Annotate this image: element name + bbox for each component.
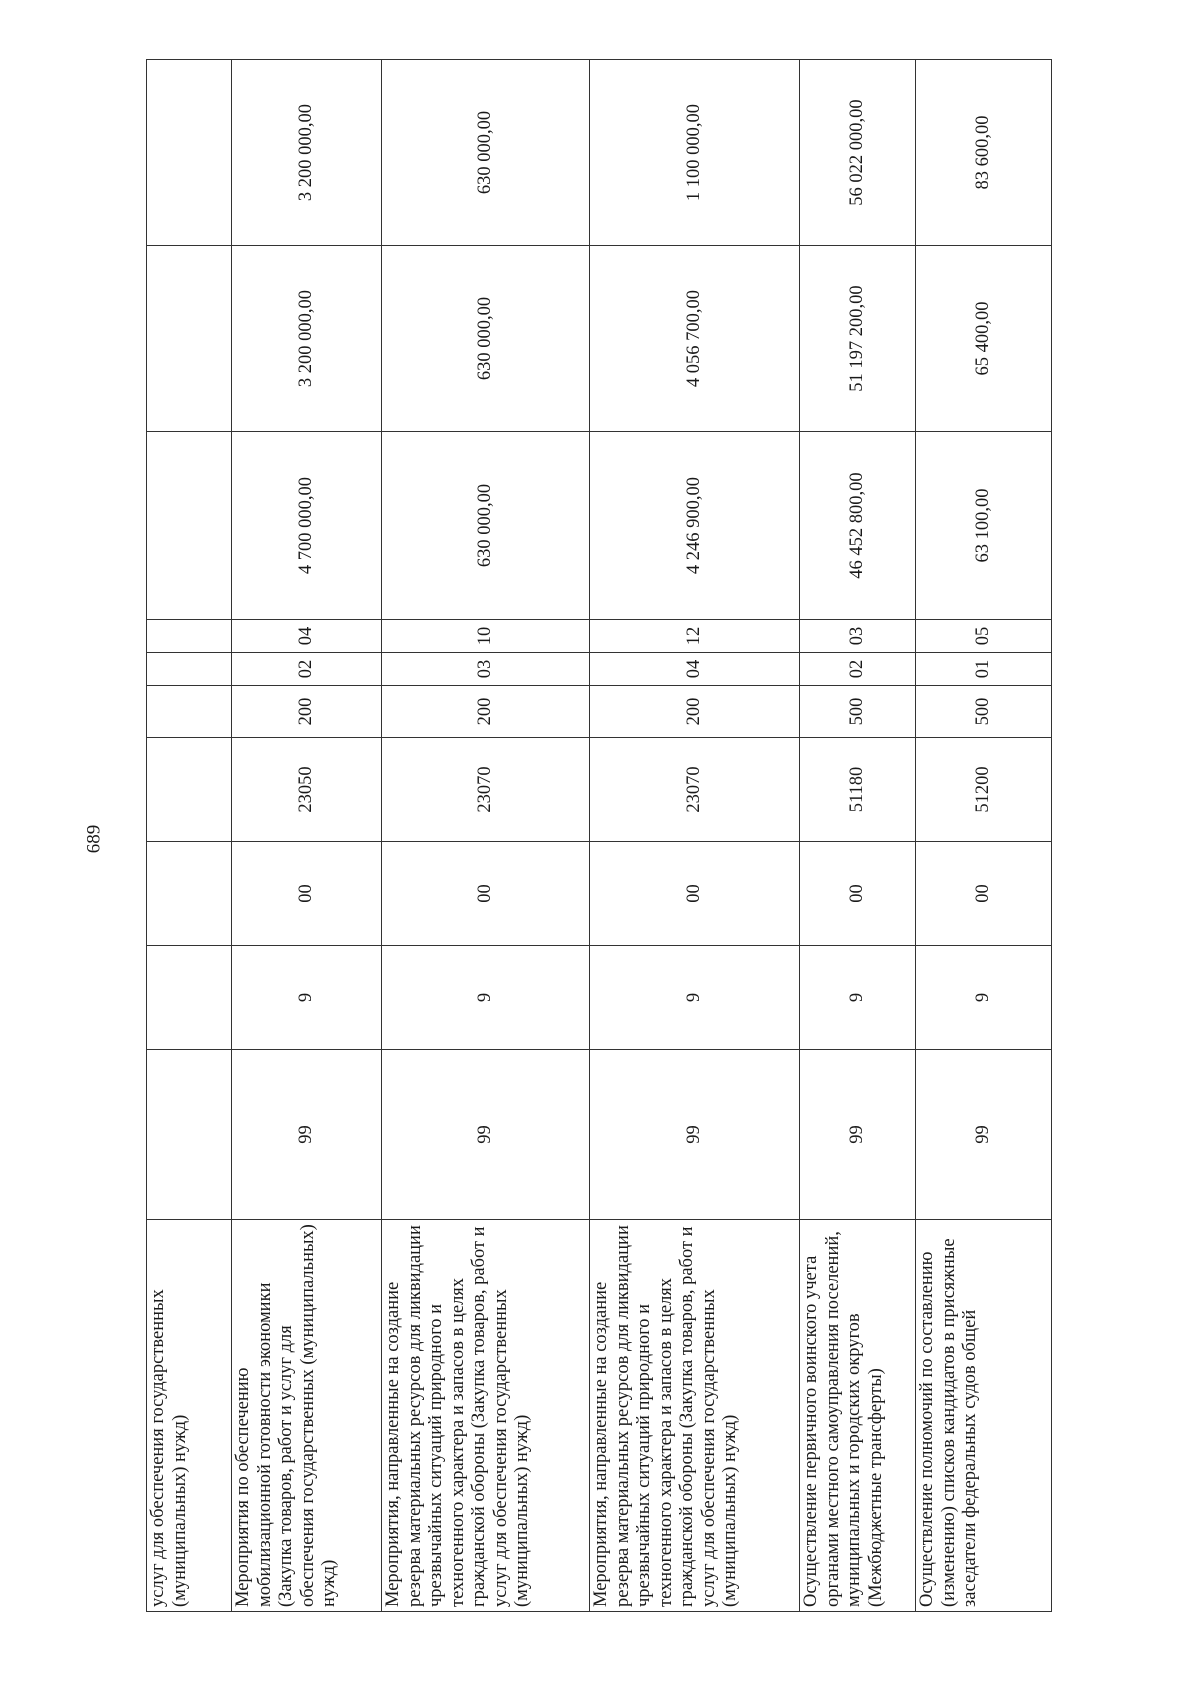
- cell-rz: 02: [232, 653, 382, 686]
- table-row: [232, 60, 382, 1612]
- table-row: [590, 60, 800, 1612]
- cell-rz: 04: [590, 653, 800, 686]
- cell-code: 51200: [916, 738, 1052, 842]
- cell-rz: 01: [916, 653, 1052, 686]
- cell-y2024: 51 197 200,00: [800, 246, 916, 432]
- cell-vr: [147, 686, 232, 738]
- rotated-table-container: [146, 60, 1066, 1612]
- cell-y2025: 83 600,00: [916, 60, 1052, 246]
- cell-dir: [147, 842, 232, 946]
- cell-dir: 00: [382, 842, 590, 946]
- cell-y2025: 1 100 000,00: [590, 60, 800, 246]
- cell-code: 23070: [590, 738, 800, 842]
- cell-program: 99: [800, 1050, 916, 1220]
- cell-code: 51180: [800, 738, 916, 842]
- cell-y2024: 65 400,00: [916, 246, 1052, 432]
- cell-rz: [147, 653, 232, 686]
- cell-y2024: [147, 246, 232, 432]
- cell-y2025: 3 200 000,00: [232, 60, 382, 246]
- cell-y2023: 4 246 900,00: [590, 432, 800, 620]
- cell-y2023: 4 700 000,00: [232, 432, 382, 620]
- cell-y2023: 63 100,00: [916, 432, 1052, 620]
- cell-y2023: 630 000,00: [382, 432, 590, 620]
- cell-dir: 00: [590, 842, 800, 946]
- page-number: 689: [83, 824, 105, 854]
- cell-program: 99: [232, 1050, 382, 1220]
- cell-description: услуг для обеспечения государственных (муниципальных) нужд): [147, 1220, 232, 1612]
- cell-dir: 00: [800, 842, 916, 946]
- cell-pr: 12: [590, 620, 800, 653]
- cell-y2023: 46 452 800,00: [800, 432, 916, 620]
- cell-program: [147, 1050, 232, 1220]
- cell-description: Мероприятия, направленные на создание резерва материальных ресурсов для ликвидации чрезвычайных ситуаций природного и техногенного характера и запасов в целях гражданской обороны (Закупка товаров, работ и услуг для обеспечения государственных (муниципальных) нужд): [590, 1220, 800, 1612]
- table-row: [147, 60, 232, 1612]
- cell-sub: 9: [916, 946, 1052, 1050]
- table-row: [800, 60, 916, 1612]
- cell-y2024: 3 200 000,00: [232, 246, 382, 432]
- budget-table: [146, 59, 1052, 1612]
- cell-sub: 9: [232, 946, 382, 1050]
- cell-pr: 05: [916, 620, 1052, 653]
- cell-y2023: [147, 432, 232, 620]
- cell-sub: 9: [382, 946, 590, 1050]
- cell-sub: 9: [800, 946, 916, 1050]
- cell-pr: [147, 620, 232, 653]
- cell-y2024: 4 056 700,00: [590, 246, 800, 432]
- cell-vr: 200: [382, 686, 590, 738]
- cell-dir: 00: [916, 842, 1052, 946]
- cell-rz: 03: [382, 653, 590, 686]
- cell-description: Мероприятия по обеспечению мобилизационной готовности экономики (Закупка товаров, работ и услуг для обеспечения государственных (муниципальных) нужд): [232, 1220, 382, 1612]
- cell-y2025: 630 000,00: [382, 60, 590, 246]
- cell-vr: 500: [916, 686, 1052, 738]
- cell-vr: 200: [590, 686, 800, 738]
- cell-vr: 500: [800, 686, 916, 738]
- cell-y2025: [147, 60, 232, 246]
- cell-rz: 02: [800, 653, 916, 686]
- cell-y2024: 630 000,00: [382, 246, 590, 432]
- cell-code: 23050: [232, 738, 382, 842]
- cell-description: Осуществление полномочий по составлению (изменению) списков кандидатов в присяжные заседатели федеральных судов общей: [916, 1220, 1052, 1612]
- cell-pr: 04: [232, 620, 382, 653]
- cell-program: 99: [916, 1050, 1052, 1220]
- table-row: [916, 60, 1052, 1612]
- cell-program: 99: [590, 1050, 800, 1220]
- cell-description: Мероприятия, направленные на создание резерва материальных ресурсов для ликвидации чрезвычайных ситуаций природного и техногенного характера и запасов в целях гражданской обороны (Закупка товаров, работ и услуг для обеспечения государственных (муниципальных) нужд): [382, 1220, 590, 1612]
- cell-code: [147, 738, 232, 842]
- cell-description: Осуществление первичного воинского учета органами местного самоуправления поселений, муниципальных и городских округов (Межбюджетные трансферты): [800, 1220, 916, 1612]
- cell-pr: 03: [800, 620, 916, 653]
- table-row: [382, 60, 590, 1612]
- cell-sub: [147, 946, 232, 1050]
- cell-y2025: 56 022 000,00: [800, 60, 916, 246]
- cell-pr: 10: [382, 620, 590, 653]
- cell-vr: 200: [232, 686, 382, 738]
- cell-code: 23070: [382, 738, 590, 842]
- cell-sub: 9: [590, 946, 800, 1050]
- cell-program: 99: [382, 1050, 590, 1220]
- cell-dir: 00: [232, 842, 382, 946]
